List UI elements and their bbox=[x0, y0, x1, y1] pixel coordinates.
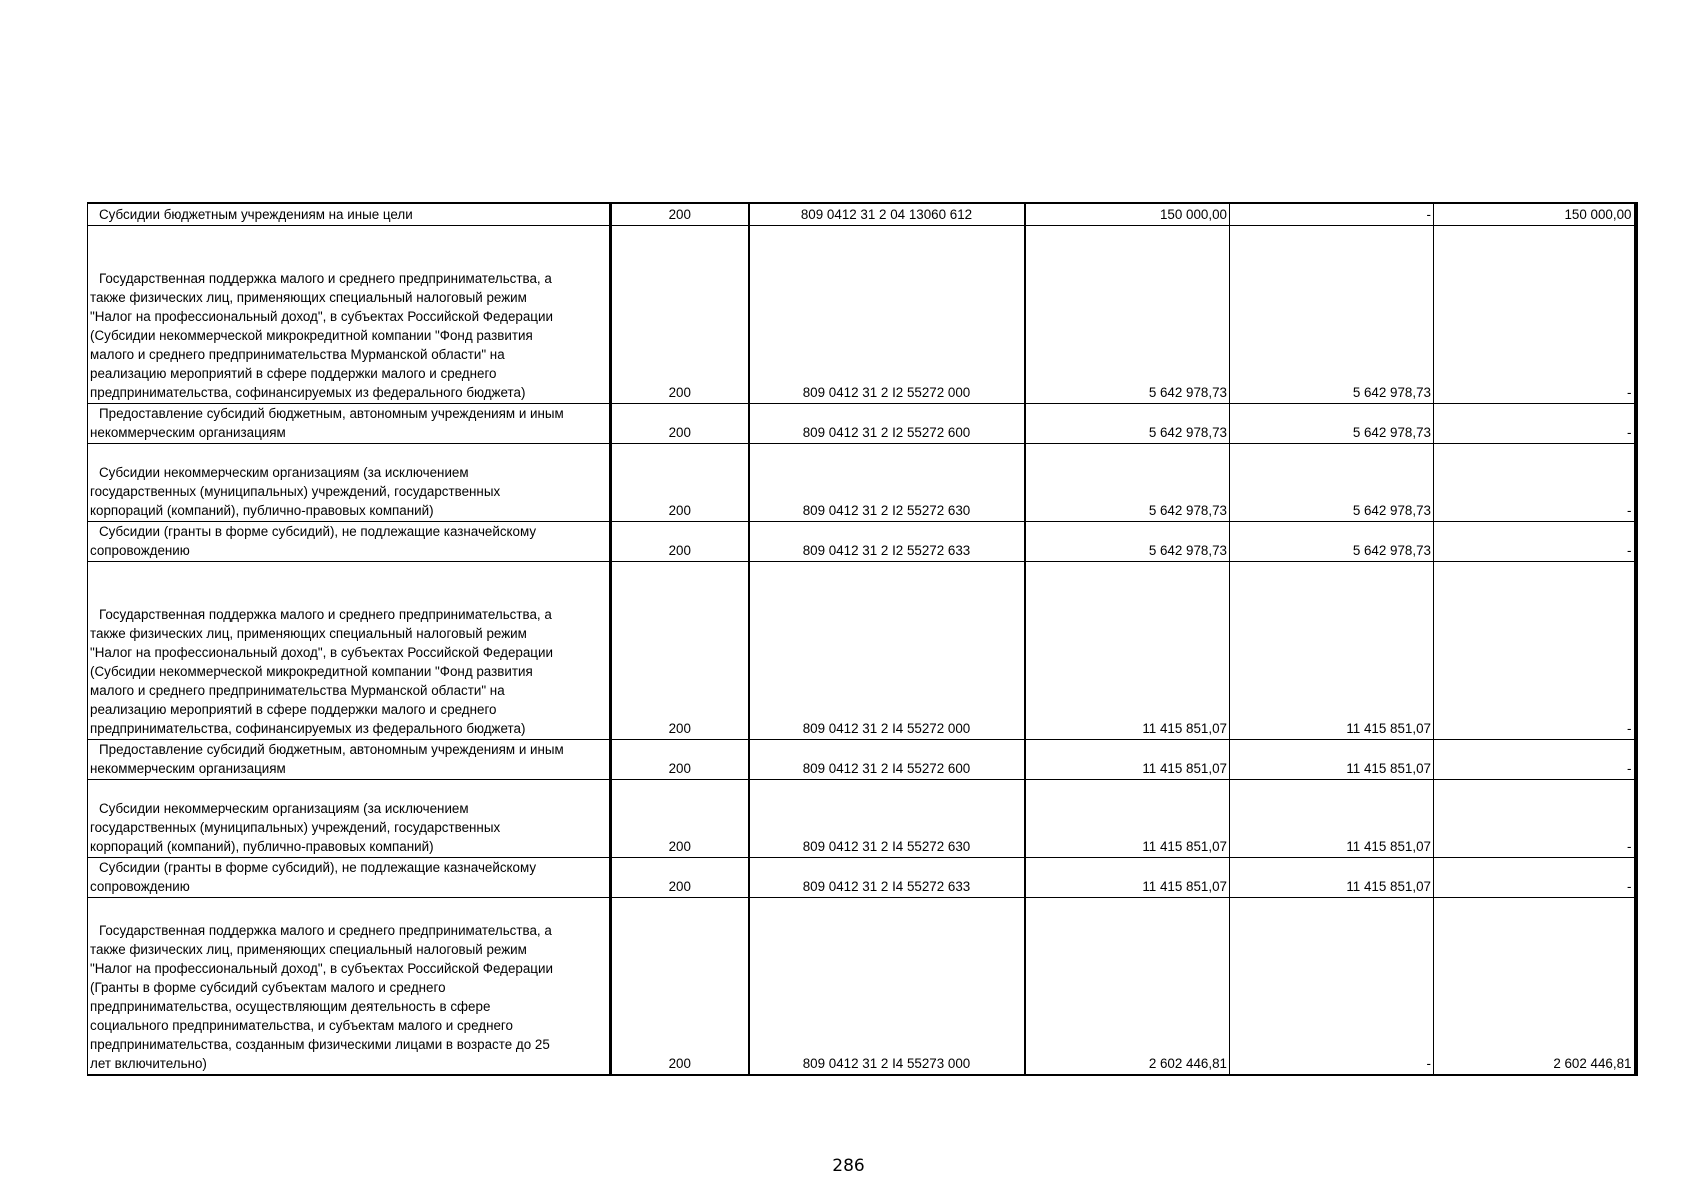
row-unexecuted-amount: - bbox=[1434, 779, 1636, 857]
row-line-code: 200 bbox=[611, 225, 749, 403]
row-name: Государственная поддержка малого и среднего предпринимательства, а также физических лиц, применяющих специальный налоговый режим "Налог на профессиональный доход", в субъектах Российской Федерации (Гранты в форме субсидий субъектам малого и среднего предпринимательства, осуществляющим деятельность в сфере социального предпринимательства, и субъектам малого и среднего предпринимательства, созданным физическими лицами в возрасте до 25 лет включительно) bbox=[90, 923, 553, 1071]
row-line-code: 200 bbox=[611, 443, 749, 521]
row-name-cell bbox=[88, 857, 611, 897]
row-executed-amount: 11 415 851,07 bbox=[1230, 739, 1434, 779]
row-line-code: 200 bbox=[611, 897, 749, 1075]
row-unexecuted-amount: 2 602 446,81 bbox=[1434, 897, 1636, 1075]
row-approved-amount: 11 415 851,07 bbox=[1025, 561, 1230, 739]
table-row bbox=[88, 225, 1636, 403]
table-row bbox=[88, 203, 1636, 225]
row-name-cell bbox=[88, 403, 611, 443]
row-approved-amount: 11 415 851,07 bbox=[1025, 739, 1230, 779]
row-executed-amount: 5 642 978,73 bbox=[1230, 403, 1434, 443]
row-unexecuted-amount: - bbox=[1434, 739, 1636, 779]
table-row bbox=[88, 779, 1636, 857]
table-row bbox=[88, 897, 1636, 1075]
row-budget-code: 809 0412 31 2 I4 55272 633 bbox=[749, 857, 1025, 897]
row-name: Субсидии бюджетным учреждениям на иные цели bbox=[99, 206, 413, 222]
row-budget-code: 809 0412 31 2 I2 55272 600 bbox=[749, 403, 1025, 443]
row-unexecuted-amount: - bbox=[1434, 443, 1636, 521]
row-budget-code: 809 0412 31 2 I4 55272 000 bbox=[749, 561, 1025, 739]
table-row bbox=[88, 403, 1636, 443]
row-unexecuted-amount: - bbox=[1434, 857, 1636, 897]
row-line-code: 200 bbox=[611, 521, 749, 561]
row-name: Государственная поддержка малого и среднего предпринимательства, а также физических лиц, применяющих специальный налоговый режим "Налог на профессиональный доход", в субъектах Российской Федерации (Субсидии некоммерческой микрокредитной компании "Фонд развития малого и среднего предпринимательства Мурманской области" на реализацию мероприятий в сфере поддержки малого и среднего предпринимательства, софинансируемых из федерального бюджета) bbox=[90, 270, 553, 400]
row-executed-amount: 11 415 851,07 bbox=[1230, 857, 1434, 897]
row-budget-code: 809 0412 31 2 I4 55272 600 bbox=[749, 739, 1025, 779]
row-unexecuted-amount: - bbox=[1434, 561, 1636, 739]
table-row bbox=[88, 521, 1636, 561]
row-name: Предоставление субсидий бюджетным, автономным учреждениям и иным некоммерческим организациям bbox=[90, 405, 564, 440]
row-unexecuted-amount: - bbox=[1434, 225, 1636, 403]
row-name: Субсидии некоммерческим организациям (за исключением государственных (муниципальных) учреждений, государственных корпораций (компаний), публично-правовых компаний) bbox=[90, 464, 501, 518]
row-name-cell bbox=[88, 897, 611, 1075]
row-line-code: 200 bbox=[611, 857, 749, 897]
row-name: Государственная поддержка малого и среднего предпринимательства, а также физических лиц, применяющих специальный налоговый режим "Налог на профессиональный доход", в субъектах Российской Федерации (Субсидии некоммерческой микрокредитной компании "Фонд развития малого и среднего предпринимательства Мурманской области" на реализацию мероприятий в сфере поддержки малого и среднего предпринимательства, софинансируемых из федерального бюджета) bbox=[90, 606, 553, 736]
row-approved-amount: 5 642 978,73 bbox=[1025, 225, 1230, 403]
row-approved-amount: 5 642 978,73 bbox=[1025, 443, 1230, 521]
row-name: Предоставление субсидий бюджетным, автономным учреждениям и иным некоммерческим организациям bbox=[90, 741, 564, 776]
row-line-code: 200 bbox=[611, 561, 749, 739]
row-executed-amount: 11 415 851,07 bbox=[1230, 561, 1434, 739]
row-line-code: 200 bbox=[611, 203, 749, 225]
row-name-cell bbox=[88, 443, 611, 521]
row-name: Субсидии некоммерческим организациям (за исключением государственных (муниципальных) учреждений, государственных корпораций (компаний), публично-правовых компаний) bbox=[90, 800, 501, 854]
row-unexecuted-amount: - bbox=[1434, 521, 1636, 561]
row-budget-code: 809 0412 31 2 I2 55272 000 bbox=[749, 225, 1025, 403]
row-line-code: 200 bbox=[611, 739, 749, 779]
row-approved-amount: 11 415 851,07 bbox=[1025, 857, 1230, 897]
row-executed-amount: - bbox=[1230, 203, 1434, 225]
row-approved-amount: 150 000,00 bbox=[1025, 203, 1230, 225]
row-approved-amount: 5 642 978,73 bbox=[1025, 521, 1230, 561]
row-name-cell bbox=[88, 739, 611, 779]
row-name-cell bbox=[88, 521, 611, 561]
table-row bbox=[88, 739, 1636, 779]
row-executed-amount: 11 415 851,07 bbox=[1230, 779, 1434, 857]
row-approved-amount: 2 602 446,81 bbox=[1025, 897, 1230, 1075]
row-name-cell bbox=[88, 203, 611, 225]
row-executed-amount: 5 642 978,73 bbox=[1230, 225, 1434, 403]
row-line-code: 200 bbox=[611, 779, 749, 857]
row-name-cell bbox=[88, 779, 611, 857]
row-name: Субсидии (гранты в форме субсидий), не подлежащие казначейскому сопровождению bbox=[90, 523, 537, 558]
row-approved-amount: 5 642 978,73 bbox=[1025, 403, 1230, 443]
row-executed-amount: - bbox=[1230, 897, 1434, 1075]
row-budget-code: 809 0412 31 2 I4 55273 000 bbox=[749, 897, 1025, 1075]
row-approved-amount: 11 415 851,07 bbox=[1025, 779, 1230, 857]
row-budget-code: 809 0412 31 2 I2 55272 630 bbox=[749, 443, 1025, 521]
row-budget-code: 809 0412 31 2 I4 55272 630 bbox=[749, 779, 1025, 857]
table-row bbox=[88, 561, 1636, 739]
row-unexecuted-amount: - bbox=[1434, 403, 1636, 443]
row-budget-code: 809 0412 31 2 I2 55272 633 bbox=[749, 521, 1025, 561]
row-name-cell bbox=[88, 225, 611, 403]
row-line-code: 200 bbox=[611, 403, 749, 443]
table-row bbox=[88, 857, 1636, 897]
row-name-cell bbox=[88, 561, 611, 739]
row-executed-amount: 5 642 978,73 bbox=[1230, 521, 1434, 561]
page-number: 286 bbox=[832, 1156, 865, 1176]
budget-table bbox=[87, 202, 1638, 1076]
table-row bbox=[88, 443, 1636, 521]
row-executed-amount: 5 642 978,73 bbox=[1230, 443, 1434, 521]
row-unexecuted-amount: 150 000,00 bbox=[1434, 203, 1636, 225]
row-name: Субсидии (гранты в форме субсидий), не подлежащие казначейскому сопровождению bbox=[90, 859, 537, 894]
row-budget-code: 809 0412 31 2 04 13060 612 bbox=[749, 203, 1025, 225]
